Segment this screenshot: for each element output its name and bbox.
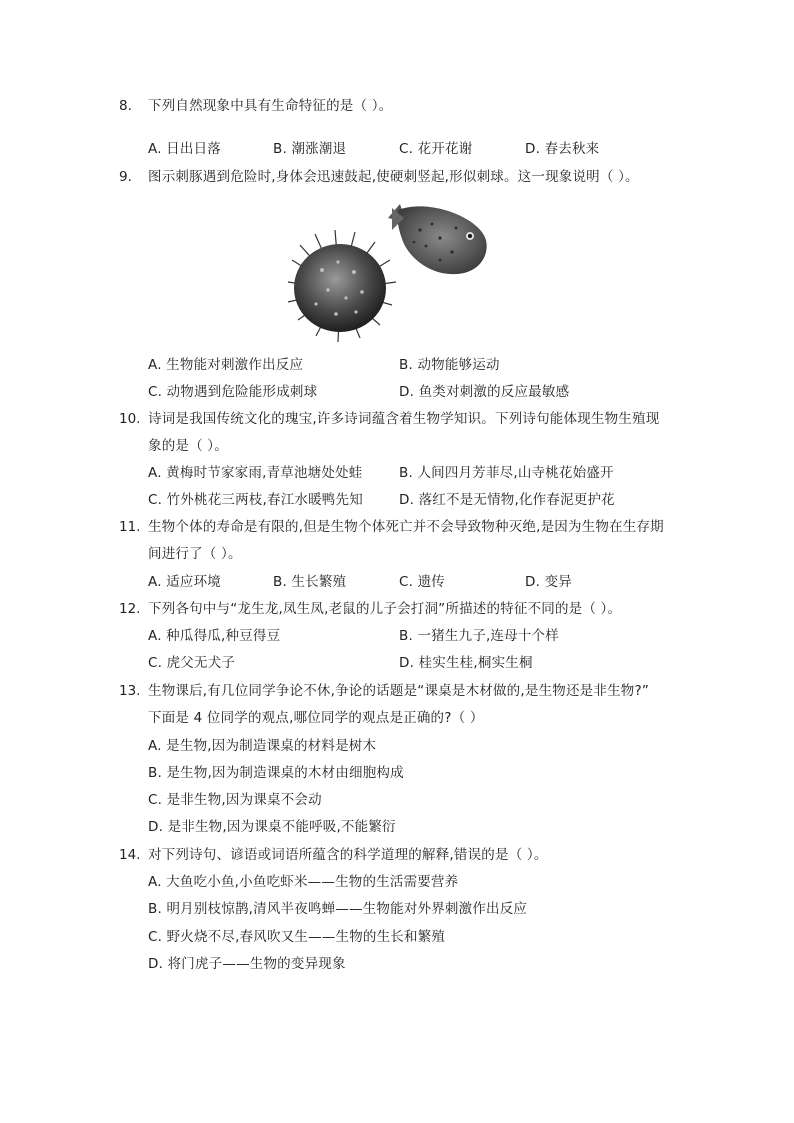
- question-13-option-b: B. 是生物,因为制造课桌的木材由细胞构成: [148, 765, 404, 781]
- question-12-option-d: D. 桂实生桂,桐实生桐: [399, 655, 533, 671]
- question-8-number: 8.: [119, 98, 132, 114]
- question-11-number: 11.: [119, 519, 141, 535]
- question-9-option-c: C. 动物遇到危险能形成刺球: [148, 384, 318, 400]
- question-14-stem: 对下列诗句、谚语或词语所蕴含的科学道理的解释,错误的是（ ）。: [148, 847, 548, 863]
- question-11-stem-line-1: 生物个体的寿命是有限的,但是生物个体死亡并不会导致物种灭绝,是因为生物在生存期: [148, 519, 664, 535]
- question-10-option-d: D. 落红不是无情物,化作春泥更护花: [399, 492, 615, 508]
- question-14-option-d: D. 将门虎子——生物的变异现象: [148, 956, 346, 972]
- question-9-number: 9.: [119, 169, 132, 185]
- question-8-option-c: C. 花开花谢: [399, 141, 473, 157]
- question-14-option-b: B. 明月别枝惊鹊,清风半夜鸣蝉——生物能对外界刺激作出反应: [148, 901, 528, 917]
- question-14-number: 14.: [119, 847, 141, 863]
- question-9-option-d: D. 鱼类对刺激的反应最敏感: [399, 384, 570, 400]
- question-13-option-c: C. 是非生物,因为课桌不会动: [148, 792, 322, 808]
- inflated-pufferfish-icon: [288, 230, 396, 342]
- question-13-option-d: D. 是非生物,因为课桌不能呼吸,不能繁衍: [148, 819, 396, 835]
- question-13-stem-line-1: 生物课后,有几位同学争论不休,争论的话题是“课桌是木材做的,是生物还是非生物?”: [148, 683, 650, 699]
- question-14-option-c: C. 野火烧不尽,春风吹又生——生物的生长和繁殖: [148, 929, 446, 945]
- question-12-option-c: C. 虎父无犬子: [148, 655, 236, 671]
- question-13-number: 13.: [119, 683, 141, 699]
- question-11-option-b: B. 生长繁殖: [273, 574, 347, 590]
- question-10-option-c: C. 竹外桃花三两枝,春江水暖鸭先知: [148, 492, 363, 508]
- question-8-option-b: B. 潮涨潮退: [273, 141, 347, 157]
- question-8-option-a: A. 日出日落: [148, 141, 221, 157]
- question-11-option-a: A. 适应环境: [148, 574, 221, 590]
- question-8-option-d: D. 春去秋来: [525, 141, 600, 157]
- question-10-number: 10.: [119, 411, 141, 427]
- question-12-number: 12.: [119, 601, 141, 617]
- question-9-stem: 图示刺豚遇到危险时,身体会迅速鼓起,使硬刺竖起,形似刺球。这一现象说明（ ）。: [148, 169, 639, 185]
- question-10-option-b: B. 人间四月芳菲尽,山寺桃花始盛开: [399, 465, 614, 481]
- question-12-option-a: A. 种瓜得瓜,种豆得豆: [148, 628, 281, 644]
- question-8-stem: 下列自然现象中具有生命特征的是（ ）。: [148, 98, 393, 114]
- pufferfish-figure: [280, 200, 495, 345]
- question-12-option-b: B. 一猪生九子,连母十个样: [399, 628, 559, 644]
- question-13-option-a: A. 是生物,因为制造课桌的材料是树木: [148, 738, 377, 754]
- question-12-stem: 下列各句中与“龙生龙,凤生凤,老鼠的儿子会打洞”所描述的特征不同的是（ ）。: [148, 601, 622, 617]
- question-11-stem-line-2: 间进行了（ ）。: [148, 546, 242, 562]
- question-13-stem-line-2: 下面是 4 位同学的观点,哪位同学的观点是正确的?（ ）: [148, 710, 484, 726]
- question-11-option-c: C. 遗传: [399, 574, 446, 590]
- question-11-option-d: D. 变异: [525, 574, 572, 590]
- question-10-stem-line-2: 象的是（ ）。: [148, 438, 228, 454]
- question-14-option-a: A. 大鱼吃小鱼,小鱼吃虾米——生物的生活需要营养: [148, 874, 459, 890]
- pufferfish-icon: [388, 204, 487, 274]
- question-9-option-b: B. 动物能够运动: [399, 357, 500, 373]
- question-9-option-a: A. 生物能对刺激作出反应: [148, 357, 304, 373]
- question-10-stem-line-1: 诗词是我国传统文化的瑰宝,许多诗词蕴含着生物学知识。下列诗句能体现生物生殖现: [148, 411, 660, 427]
- question-10-option-a: A. 黄梅时节家家雨,青草池塘处处蛙: [148, 465, 363, 481]
